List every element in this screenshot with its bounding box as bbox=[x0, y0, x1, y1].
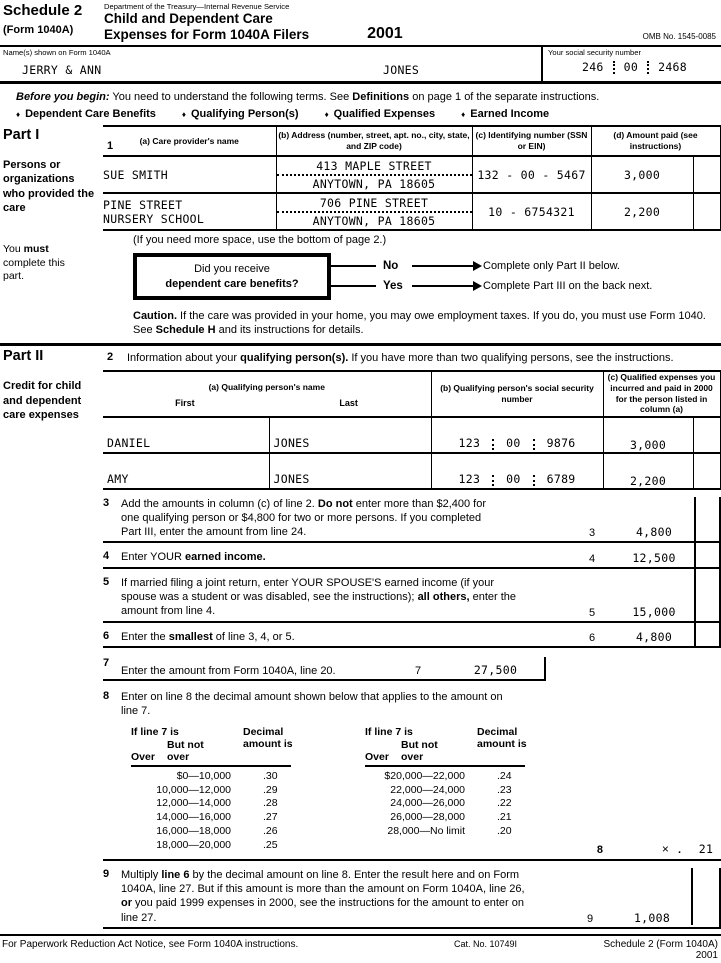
form-title-line1: Child and Dependent Care bbox=[104, 11, 273, 26]
table-rule bbox=[365, 765, 525, 767]
line-7-ref: 7 bbox=[414, 664, 422, 677]
paperwork-notice: For Paperwork Reduction Act Notice, see Form 1040A instructions. bbox=[2, 939, 299, 951]
line-6-bold: smallest bbox=[168, 630, 213, 643]
part-2-title: Part II bbox=[3, 348, 44, 365]
no-result: Complete only Part II below. bbox=[483, 260, 620, 272]
term-dependent-care-benefits bbox=[16, 108, 156, 120]
decimal-row bbox=[131, 825, 301, 839]
diamond-bullet-icon: ♦ bbox=[16, 109, 21, 119]
no-label: No bbox=[383, 260, 399, 272]
but-not-over-header: But not over bbox=[167, 738, 204, 763]
before-you-begin-lead: Before you begin: bbox=[16, 91, 110, 103]
person-expenses-cell[interactable] bbox=[603, 417, 693, 453]
line-3-text bbox=[121, 497, 493, 540]
line-6-seg: of line 3, 4, or 5. bbox=[212, 630, 295, 643]
more-space-note: (If you need more space, use the bottom of page 2.) bbox=[133, 234, 387, 246]
range: 26,000—28,000 bbox=[390, 811, 465, 824]
note-text: complete this part. bbox=[3, 256, 65, 283]
line-4 bbox=[103, 550, 721, 568]
person-last-name[interactable]: JONES bbox=[273, 471, 310, 486]
person-ssn-3[interactable]: 6789 bbox=[546, 471, 576, 486]
provider-name-cell[interactable] bbox=[103, 193, 276, 230]
person-ssn-2[interactable]: 00 bbox=[506, 435, 521, 450]
decimal-row bbox=[131, 839, 301, 853]
connector-line bbox=[331, 265, 376, 267]
decimal: .29 bbox=[263, 783, 278, 796]
decimal-row bbox=[365, 811, 541, 825]
taxpayer-first-names[interactable]: JERRY & ANN bbox=[22, 63, 102, 77]
decimal-row bbox=[365, 770, 541, 784]
part-1-title: Part I bbox=[3, 127, 40, 143]
line-6-seg: Enter the bbox=[121, 630, 169, 643]
ssn-separator bbox=[613, 61, 615, 74]
flowchart-branches bbox=[331, 253, 652, 300]
line-6-ref: 6 bbox=[588, 631, 596, 644]
line-6-number: 6 bbox=[103, 629, 110, 642]
decimal-table-right bbox=[365, 726, 541, 853]
decimal: .28 bbox=[263, 797, 278, 810]
line-7-text: Enter the amount from Form 1040A, line 20. bbox=[121, 664, 336, 677]
person-ssn-2[interactable]: 00 bbox=[506, 471, 521, 486]
cents-column-rule bbox=[694, 497, 696, 648]
col-b-header: (b) Qualifying person's social security number bbox=[431, 371, 603, 417]
name-label: Name(s) shown on Form 1040A bbox=[3, 48, 111, 57]
line-9-ref: 9 bbox=[586, 913, 594, 926]
provider-amount[interactable]: 3,000 bbox=[623, 167, 661, 182]
provider-id[interactable]: 10 - 6754321 bbox=[488, 204, 575, 219]
line-6 bbox=[103, 630, 721, 648]
decimal: .26 bbox=[263, 825, 278, 838]
if-line-7-header: If line 7 is bbox=[365, 725, 413, 738]
range: 22,000—24,000 bbox=[390, 783, 465, 796]
provider-id[interactable]: 132 - 00 - 5467 bbox=[477, 167, 586, 182]
over-header: Over bbox=[131, 750, 155, 763]
line-8-entry bbox=[590, 842, 719, 856]
line-6-text bbox=[121, 630, 295, 644]
part-2-section bbox=[0, 343, 721, 929]
agency-line: Department of the Treasury—Internal Revenue Service bbox=[104, 2, 290, 11]
person-first-name[interactable]: DANIEL bbox=[107, 435, 151, 450]
col-a-header bbox=[103, 371, 431, 417]
arrow-right-icon bbox=[412, 265, 474, 267]
name-field[interactable] bbox=[0, 47, 541, 81]
provider-name-cell[interactable] bbox=[103, 156, 276, 193]
line-9-seg: Multiply bbox=[121, 868, 162, 881]
col-b-header: (b) Address (number, street, apt. no., city, state, and ZIP code) bbox=[276, 126, 472, 156]
line-3-amount[interactable]: 4,800 bbox=[635, 525, 673, 540]
caution-lead: Caution. bbox=[133, 309, 177, 322]
col-c-header: (c) Identifying number (SSN or EIN) bbox=[472, 126, 591, 156]
range: 12,000—14,000 bbox=[156, 797, 231, 810]
question-line1: Did you receive bbox=[194, 263, 270, 275]
before-you-begin-text: You need to understand the following terms. See bbox=[109, 91, 353, 103]
line-2 bbox=[107, 351, 721, 365]
part-1-main bbox=[103, 125, 721, 343]
taxpayer-last-name[interactable]: JONES bbox=[383, 63, 420, 77]
if-line-7-header: If line 7 is bbox=[131, 725, 179, 738]
ssn-separator bbox=[492, 475, 494, 486]
term-label: Earned Income bbox=[470, 108, 550, 120]
person-first-name[interactable]: AMY bbox=[107, 471, 129, 486]
form-id-block bbox=[3, 2, 104, 45]
qualifying-person-row-2 bbox=[103, 453, 720, 489]
line-4-seg: Enter YOUR bbox=[121, 551, 185, 564]
range: $20,000—22,000 bbox=[384, 769, 465, 782]
line-5-text bbox=[121, 576, 516, 619]
decimal-row bbox=[131, 811, 301, 825]
diamond-bullet-icon: ♦ bbox=[324, 109, 329, 119]
provider-amount-cell[interactable] bbox=[591, 156, 693, 193]
qualifying-persons-header-row bbox=[103, 371, 720, 417]
decimal-amount-header: Decimal amount is bbox=[243, 725, 293, 750]
line-8-decimal-value[interactable]: 21 bbox=[698, 841, 714, 856]
provider-address-cell[interactable] bbox=[276, 156, 472, 193]
decimal-amount-tables bbox=[131, 726, 721, 853]
range: $0—10,000 bbox=[176, 769, 231, 782]
care-provider-row-2 bbox=[103, 193, 720, 230]
line-8-ref: 8 bbox=[596, 843, 603, 856]
decimal: .21 bbox=[497, 811, 512, 824]
arrow-right-icon bbox=[412, 285, 474, 287]
line-2-seg: Information about your bbox=[127, 352, 241, 365]
part-1-section bbox=[0, 125, 721, 343]
decimal-row bbox=[365, 784, 541, 798]
line-9-bold: line 6 bbox=[161, 868, 190, 881]
person-ssn-cell[interactable] bbox=[431, 417, 603, 453]
line-5-amount[interactable]: 15,000 bbox=[632, 604, 676, 619]
person-ssn-cell[interactable] bbox=[431, 453, 603, 489]
line-2-seg: If you have more than two qualifying persons, see the instructions. bbox=[348, 352, 674, 365]
note-text: You bbox=[3, 243, 24, 256]
ssn-field[interactable] bbox=[541, 47, 721, 81]
care-providers-header-row bbox=[103, 126, 720, 156]
col-c-header: (c) Qualified expenses you incurred and paid in 2000 for the person listed in column (a) bbox=[603, 371, 720, 417]
yes-branch bbox=[331, 277, 652, 295]
cents-cell[interactable] bbox=[693, 453, 720, 489]
caution-text: and its instructions for details. bbox=[215, 323, 364, 336]
line-2-text bbox=[127, 351, 705, 365]
line-8-text: Enter on line 8 the decimal amount shown below that applies to the amount on line 7. bbox=[121, 690, 503, 718]
ssn-separator bbox=[533, 475, 535, 486]
term-earned-income bbox=[461, 108, 549, 120]
line-5-seg: If married filing a joint return, enter YOUR SPOUSE'S earned income (if your spouse was a student or was disabled, see the instructions); bbox=[121, 576, 494, 604]
decimal-point: . bbox=[677, 843, 681, 856]
qualifying-person-row-1 bbox=[103, 417, 720, 453]
person-last-name-cell[interactable] bbox=[269, 453, 431, 489]
col-d-header: (d) Amount paid (see instructions) bbox=[591, 126, 720, 156]
provider-name[interactable]: SUE SMITH bbox=[103, 167, 169, 182]
cents-cell[interactable] bbox=[693, 417, 720, 453]
caution-text: If the care was provided in your home, you may owe employment taxes. If you do, you must use Form 1040. See bbox=[133, 309, 706, 336]
line-9-seg: you paid 1999 expenses in 2000, see the instructions for the amount to enter on line 27. bbox=[121, 897, 524, 924]
range: 14,000—16,000 bbox=[156, 811, 231, 824]
form-number: (Form 1040A) bbox=[3, 24, 74, 36]
schedule-h-ref: Schedule H bbox=[155, 323, 216, 336]
form-header bbox=[0, 0, 721, 47]
provider-name-line1[interactable]: PINE STREET bbox=[103, 197, 183, 212]
diamond-bullet-icon: ♦ bbox=[461, 109, 466, 119]
line-8 bbox=[103, 690, 721, 861]
col-a-header bbox=[103, 126, 276, 156]
line-5-bold: all others, bbox=[417, 591, 470, 604]
part-2-main bbox=[103, 346, 721, 929]
connector-line bbox=[331, 285, 376, 287]
question-line2: dependent care benefits? bbox=[165, 277, 299, 290]
cents-cell[interactable] bbox=[693, 156, 720, 193]
line-9-text bbox=[121, 868, 526, 925]
name-ssn-row bbox=[0, 47, 721, 84]
multiply-icon: × bbox=[661, 841, 669, 856]
term-label: Qualifying Person(s) bbox=[191, 108, 299, 120]
line-5-number: 5 bbox=[103, 575, 110, 588]
over-header: Over bbox=[365, 750, 389, 763]
provider-address-cell[interactable] bbox=[276, 193, 472, 230]
decimal: .27 bbox=[263, 811, 278, 824]
provider-id-cell[interactable] bbox=[472, 156, 591, 193]
ssn-part-2[interactable]: 00 bbox=[623, 60, 639, 74]
decimal: .30 bbox=[263, 769, 278, 782]
line-5-ref: 5 bbox=[588, 606, 596, 619]
person-expenses-cell[interactable] bbox=[603, 453, 693, 489]
person-ssn-1[interactable]: 123 bbox=[458, 435, 481, 450]
decimal: .23 bbox=[497, 783, 512, 796]
line-3-seg: Add the amounts in column (c) of line 2. bbox=[121, 497, 318, 510]
decimal-row bbox=[131, 770, 301, 784]
decimal: .24 bbox=[497, 769, 512, 782]
care-provider-row-1 bbox=[103, 156, 720, 193]
flowchart-question-box bbox=[133, 253, 331, 300]
table-rule bbox=[131, 765, 291, 767]
line-7 bbox=[103, 657, 546, 681]
terms-list bbox=[0, 105, 721, 125]
provider-name-line2[interactable]: NURSERY SCHOOL bbox=[103, 211, 205, 226]
term-qualifying-persons bbox=[182, 108, 299, 120]
line-2-number: 2 bbox=[107, 351, 114, 364]
line-4-text bbox=[121, 550, 266, 564]
first-sublabel: First bbox=[175, 398, 195, 409]
part-1-subtitle: Persons or organizations who provided the care bbox=[3, 159, 95, 214]
range: 28,000—No limit bbox=[387, 825, 465, 838]
col-a-label: (a) Care provider's name bbox=[139, 135, 239, 146]
ssn-label: Your social security number bbox=[548, 48, 641, 57]
line-1-number: 1 bbox=[107, 140, 114, 153]
form-footer bbox=[0, 936, 721, 961]
caution-note bbox=[133, 309, 715, 338]
decimal: .25 bbox=[263, 838, 278, 851]
yes-result: Complete Part III on the back next. bbox=[483, 279, 653, 292]
line-3-seg: enter more than $2,400 for one qualifying person or $4,800 for two or more persons. If you completed Part III, enter the amount from line 24. bbox=[121, 497, 487, 539]
but-not-over-header: But not over bbox=[401, 738, 438, 763]
care-providers-table bbox=[103, 125, 721, 231]
decimal-row bbox=[365, 825, 541, 839]
ssn-separator bbox=[533, 439, 535, 450]
line-9-seg: by the decimal amount on line 8. Enter the result here and on Form 1040A, line 27. But if this amount is more than the amount on Form 1040A, line 26, bbox=[121, 868, 525, 896]
part-1-sidebar bbox=[0, 125, 103, 343]
term-qualified-expenses bbox=[325, 108, 436, 120]
form-title-line2: Expenses for Form 1040A Filers bbox=[104, 27, 310, 42]
provider-city[interactable]: ANYTOWN, PA 18605 bbox=[312, 176, 436, 191]
person-ssn-3[interactable]: 9876 bbox=[546, 435, 576, 450]
schedule-number: Schedule 2 bbox=[3, 2, 83, 19]
provider-street[interactable]: 413 MAPLE STREET bbox=[277, 159, 472, 176]
decimal-row bbox=[131, 784, 301, 798]
diamond-bullet-icon: ♦ bbox=[181, 109, 186, 119]
ssn-part-3[interactable]: 2468 bbox=[658, 60, 688, 74]
decimal-table-left bbox=[131, 726, 301, 853]
definitions-ref: Definitions bbox=[352, 91, 410, 103]
line-5 bbox=[103, 576, 721, 623]
provider-city[interactable]: ANYTOWN, PA 18605 bbox=[312, 213, 436, 228]
line-9-cents[interactable] bbox=[691, 868, 719, 925]
ssn-separator bbox=[647, 61, 649, 74]
form-footer-id: Schedule 2 (Form 1040A) 2001 bbox=[603, 939, 718, 962]
decimal-row bbox=[365, 797, 541, 811]
line-5-seg: enter the amount from line 4. bbox=[121, 591, 517, 618]
range: 16,000—18,000 bbox=[156, 825, 231, 838]
line-3-number: 3 bbox=[103, 496, 110, 509]
qualifying-persons-table bbox=[103, 370, 721, 490]
term-label: Dependent Care Benefits bbox=[25, 108, 156, 120]
line-7-amount[interactable]: 27,500 bbox=[473, 662, 518, 677]
before-you-begin bbox=[0, 84, 721, 105]
range: 24,000—26,000 bbox=[390, 797, 465, 810]
decimal-amount-header: Decimal amount is bbox=[477, 725, 527, 750]
person-expenses[interactable]: 3,000 bbox=[629, 437, 667, 452]
part-2-subtitle: Credit for child and dependent care expenses bbox=[3, 380, 82, 421]
before-you-begin-rest: on page 1 of the separate instructions. bbox=[409, 91, 600, 103]
line-3-bold: Do not bbox=[317, 497, 353, 510]
part-2-sidebar bbox=[0, 346, 103, 929]
person-first-name-cell[interactable] bbox=[103, 417, 269, 453]
line-9 bbox=[103, 868, 721, 929]
decimal-row bbox=[131, 797, 301, 811]
yes-label: Yes bbox=[383, 279, 403, 292]
person-ssn-1[interactable]: 123 bbox=[458, 471, 481, 486]
tax-year: 2001 bbox=[367, 25, 403, 43]
line-4-number: 4 bbox=[103, 550, 110, 563]
part-1-note bbox=[3, 243, 83, 284]
person-first-name-cell[interactable] bbox=[103, 453, 269, 489]
person-expenses[interactable]: 2,200 bbox=[629, 473, 667, 488]
line-9-number: 9 bbox=[103, 867, 110, 880]
person-last-name-cell[interactable] bbox=[269, 417, 431, 453]
line-7-number: 7 bbox=[103, 656, 110, 669]
no-branch bbox=[331, 257, 652, 275]
line-4-ref: 4 bbox=[588, 552, 596, 565]
range: 10,000—12,000 bbox=[156, 783, 231, 796]
person-last-name[interactable]: JONES bbox=[273, 435, 310, 450]
range: 18,000—20,000 bbox=[156, 838, 231, 851]
omb-number: OMB No. 1545-0085 bbox=[642, 32, 716, 41]
provider-amount-cell[interactable] bbox=[591, 193, 693, 230]
line-8-number: 8 bbox=[103, 689, 110, 702]
provider-street[interactable]: 706 PINE STREET bbox=[277, 196, 472, 213]
line-9-bold: or bbox=[121, 897, 132, 910]
form-title-block bbox=[104, 2, 403, 45]
line-3-ref: 3 bbox=[588, 527, 596, 540]
line-6-amount[interactable]: 4,800 bbox=[635, 629, 673, 644]
term-label: Qualified Expenses bbox=[333, 108, 436, 120]
lines-3-to-6 bbox=[103, 497, 721, 648]
decimal: .22 bbox=[497, 797, 512, 810]
provider-amount[interactable]: 2,200 bbox=[623, 204, 661, 219]
ssn-separator bbox=[492, 439, 494, 450]
line-4-bold: earned income. bbox=[185, 551, 266, 564]
catalog-number: Cat. No. 10749I bbox=[454, 939, 518, 950]
cents-cell[interactable] bbox=[693, 193, 720, 230]
line-9-amount[interactable]: 1,008 bbox=[633, 911, 671, 926]
note-bold: must bbox=[23, 243, 49, 256]
line-3 bbox=[103, 497, 721, 544]
col-a-label: (a) Qualifying person's name bbox=[208, 381, 325, 392]
last-sublabel: Last bbox=[339, 398, 358, 409]
line-4-amount[interactable]: 12,500 bbox=[632, 550, 676, 565]
ssn-part-1[interactable]: 246 bbox=[581, 60, 604, 74]
provider-id-cell[interactable] bbox=[472, 193, 591, 230]
line-2-bold: qualifying person(s). bbox=[240, 352, 349, 365]
decimal: .20 bbox=[497, 825, 512, 838]
benefits-flowchart bbox=[133, 253, 721, 300]
